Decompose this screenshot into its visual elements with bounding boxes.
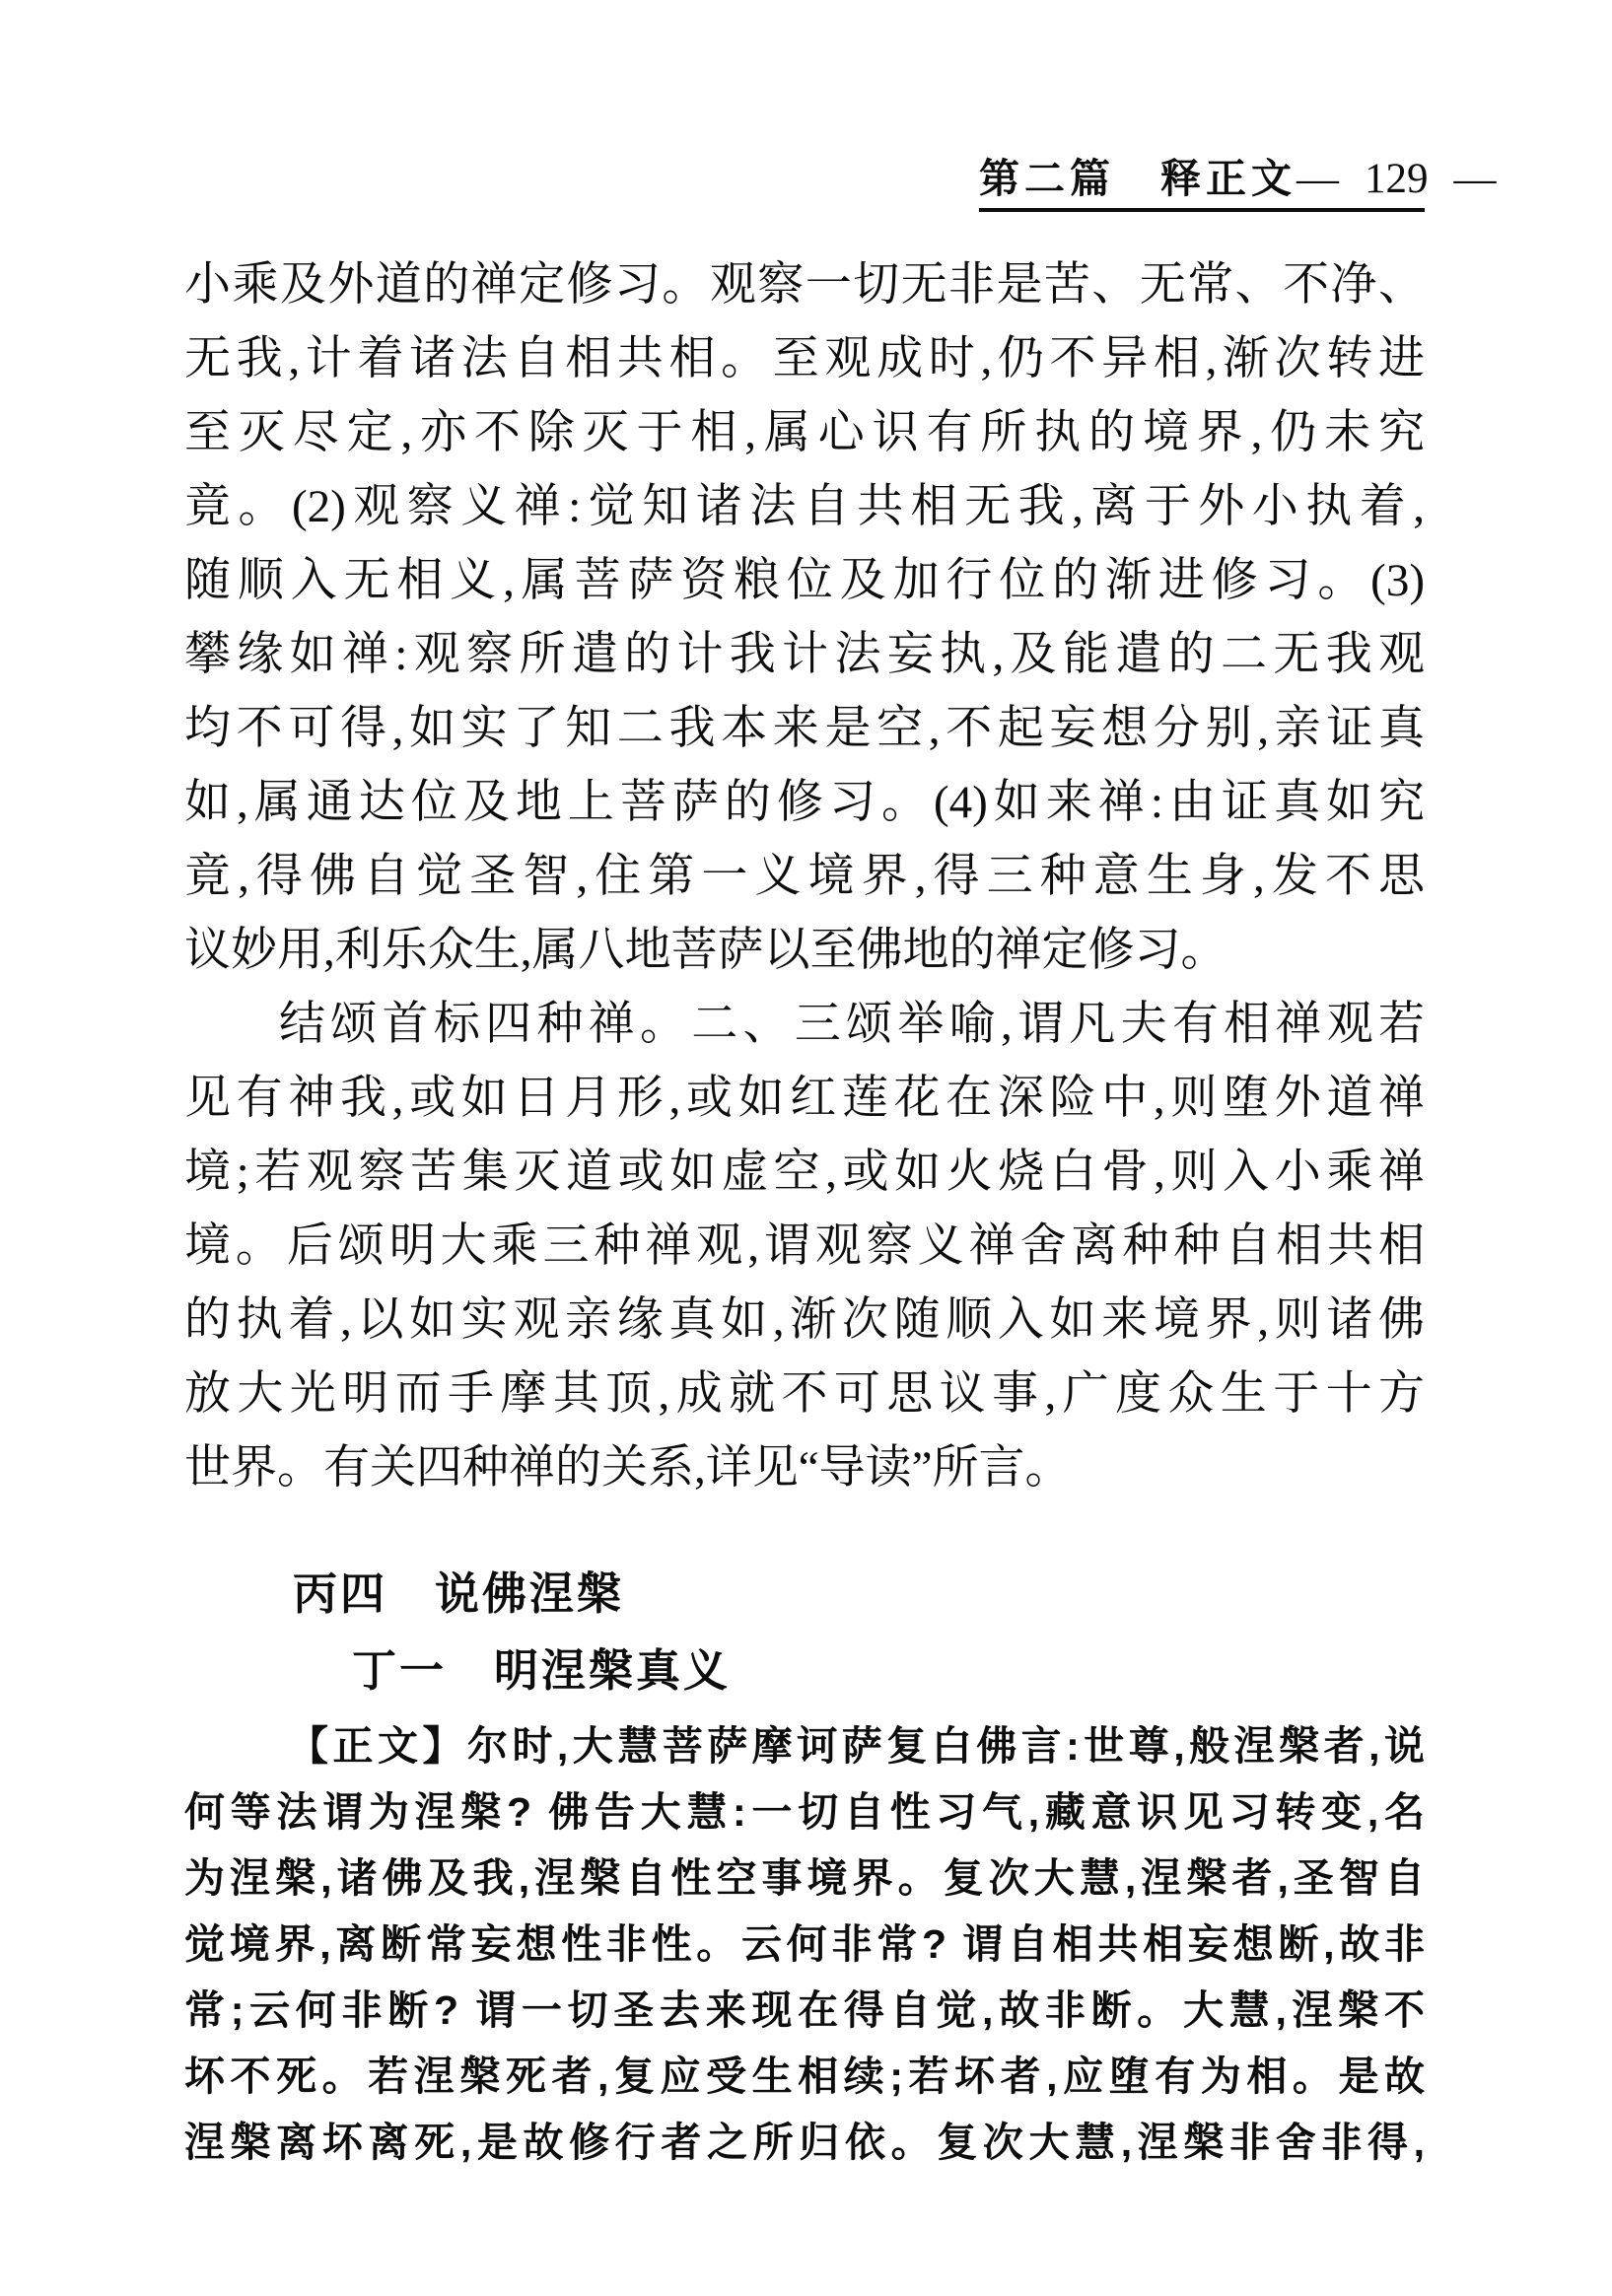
text-line: 攀缘如禅:观察所遣的计我计法妄执,及能遣的二无我观	[184, 629, 1425, 680]
text-line: 结颂首标四种禅。二、三颂举喻,谓凡夫有相禅观若	[279, 999, 1425, 1050]
folio-dash-left: —	[1297, 156, 1339, 202]
text-line: 无我,计着诸法自相共相。至观成时,仍不异相,渐次转进	[184, 333, 1425, 384]
text-line: 如,属通达位及地上菩萨的修习。(4)如来禅:由证真如究	[184, 777, 1425, 828]
page-number: 129	[1365, 156, 1429, 202]
text-line: 小乘及外道的禅定修习。观察一切无非是苦、无常、不净、	[184, 259, 1425, 311]
scripture-line: 【正文】尔时,大慧菩萨摩诃萨复白佛言:世尊,般涅槃者,说	[288, 1723, 1425, 1769]
text-line: 随顺入无相义,属菩萨资粮位及加行位的渐进修习。(3)	[184, 555, 1425, 606]
text-line: 至灭尽定,亦不除灭于相,属心识有所执的境界,仍未究	[184, 407, 1425, 458]
section-heading-dingyi: 丁一 明涅槃真义	[352, 1645, 732, 1696]
scripture-line: 何等法谓为涅槃? 佛告大慧:一切自性习气,藏意识见习转变,名	[184, 1789, 1425, 1835]
folio-dash-right: —	[1453, 156, 1497, 202]
commentary-body	[184, 248, 1425, 1505]
running-header	[979, 146, 1497, 204]
text-line: 竟。(2)观察义禅:觉知诸法自共相无我,离于外小执着,	[184, 481, 1425, 532]
scripture-block	[184, 1713, 1425, 2176]
folio	[1297, 155, 1497, 203]
text-line: 世界。有关四种禅的关系,详见“导读”所言。	[184, 1442, 1072, 1494]
scripture-line: 涅槃离坏离死,是故修行者之所归依。复次大慧,涅槃非舍非得,	[184, 2120, 1425, 2165]
scripture-line: 为涅槃,诸佛及我,涅槃自性空事境界。复次大慧,涅槃者,圣智自	[184, 1855, 1425, 1901]
section-title: 第二篇 释正文	[979, 156, 1297, 201]
header-rule	[979, 208, 1425, 212]
scripture-line: 坏不死。若涅槃死者,复应受生相续;若坏者,应堕有为相。是故	[184, 2053, 1425, 2099]
text-line: 竟,得佛自觉圣智,住第一义境界,得三种意生身,发不思	[184, 851, 1425, 902]
text-line: 境;若观察苦集灭道或如虚空,或如火烧白骨,则入小乘禅	[184, 1147, 1425, 1198]
scripture-line: 常;云何非断? 谓一切圣去来现在得自觉,故非断。大慧,涅槃不	[184, 1987, 1425, 2033]
scripture-line: 觉境界,离断常妄想性非性。云何非常? 谓自相共相妄想断,故非	[184, 1921, 1425, 1967]
text-line: 的执着,以如实观亲缘真如,渐次随顺入如来境界,则诸佛	[184, 1294, 1425, 1346]
text-line: 见有神我,或如日月形,或如红莲花在深险中,则堕外道禅	[184, 1073, 1425, 1124]
section-heading-bingsi: 丙四 说佛涅槃	[293, 1568, 625, 1619]
text-line: 议妙用,利乐众生,属八地菩萨以至佛地的禅定修习。	[184, 925, 1227, 976]
text-line: 均不可得,如实了知二我本来是空,不起妄想分别,亲证真	[184, 703, 1425, 754]
text-line: 放大光明而手摩其顶,成就不可思议事,广度众生于十方	[184, 1368, 1425, 1420]
text-line: 境。后颂明大乘三种禅观,谓观察义禅舍离种种自相共相	[184, 1220, 1425, 1272]
